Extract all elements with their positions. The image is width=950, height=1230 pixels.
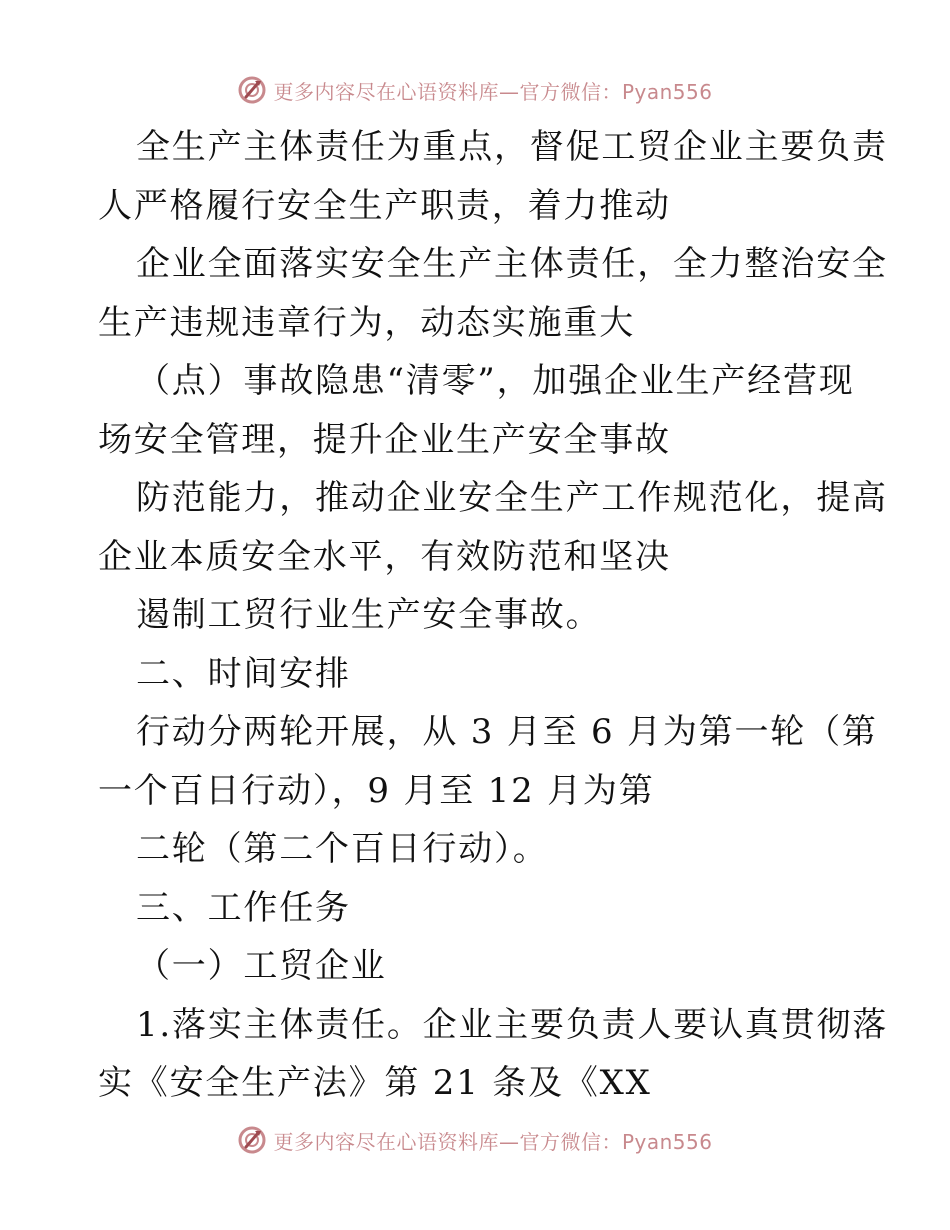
body-line: 企业本质安全水平，有效防范和坚决 (98, 536, 671, 577)
brand-logo-icon (237, 75, 267, 105)
body-line: 场安全管理，提升企业生产安全事故 (98, 419, 671, 460)
header-watermark-text: 更多内容尽在心语资料库—官方微信：Pyan556 (273, 79, 713, 104)
subsection-heading: （一）工贸企业 (136, 946, 387, 986)
footer-watermark-banner (0, 1120, 950, 1160)
section-heading: 三、工作任务 (136, 887, 351, 928)
brand-logo-icon (237, 1125, 267, 1155)
body-line: 全生产主体责任为重点，督促工贸企业主要负责 (136, 127, 888, 167)
header-watermark-banner (0, 70, 950, 110)
body-line: 人严格履行安全生产职责，着力推动 (98, 185, 671, 226)
body-line: 行动分两轮开展，从 3 月至 6 月为第一轮（第 (136, 712, 878, 752)
footer-watermark-text: 更多内容尽在心语资料库—官方微信：Pyan556 (273, 1129, 713, 1154)
body-line: 生产违规违章行为，动态实施重大 (98, 302, 635, 343)
body-line: 企业全面落实安全生产主体责任，全力整治安全 (136, 244, 888, 284)
body-line: 1.落实主体责任。企业主要负责人要认真贯彻落 (136, 1004, 889, 1045)
section-heading: 二、时间安排 (136, 653, 351, 694)
body-line: 一个百日行动），9 月至 12 月为第 (98, 770, 655, 811)
body-line: 遏制工贸行业生产安全事故。 (136, 595, 602, 635)
body-line: 二轮（第二个百日行动）。 (136, 829, 549, 869)
body-line: 防范能力，推动企业安全生产工作规范化，提高 (136, 478, 888, 518)
body-line: （点）事故隐患“清零”，加强企业生产经营现 (136, 361, 855, 401)
body-line: 实《安全生产法》第 21 条及《XX (98, 1063, 652, 1103)
document-body (98, 118, 889, 1113)
